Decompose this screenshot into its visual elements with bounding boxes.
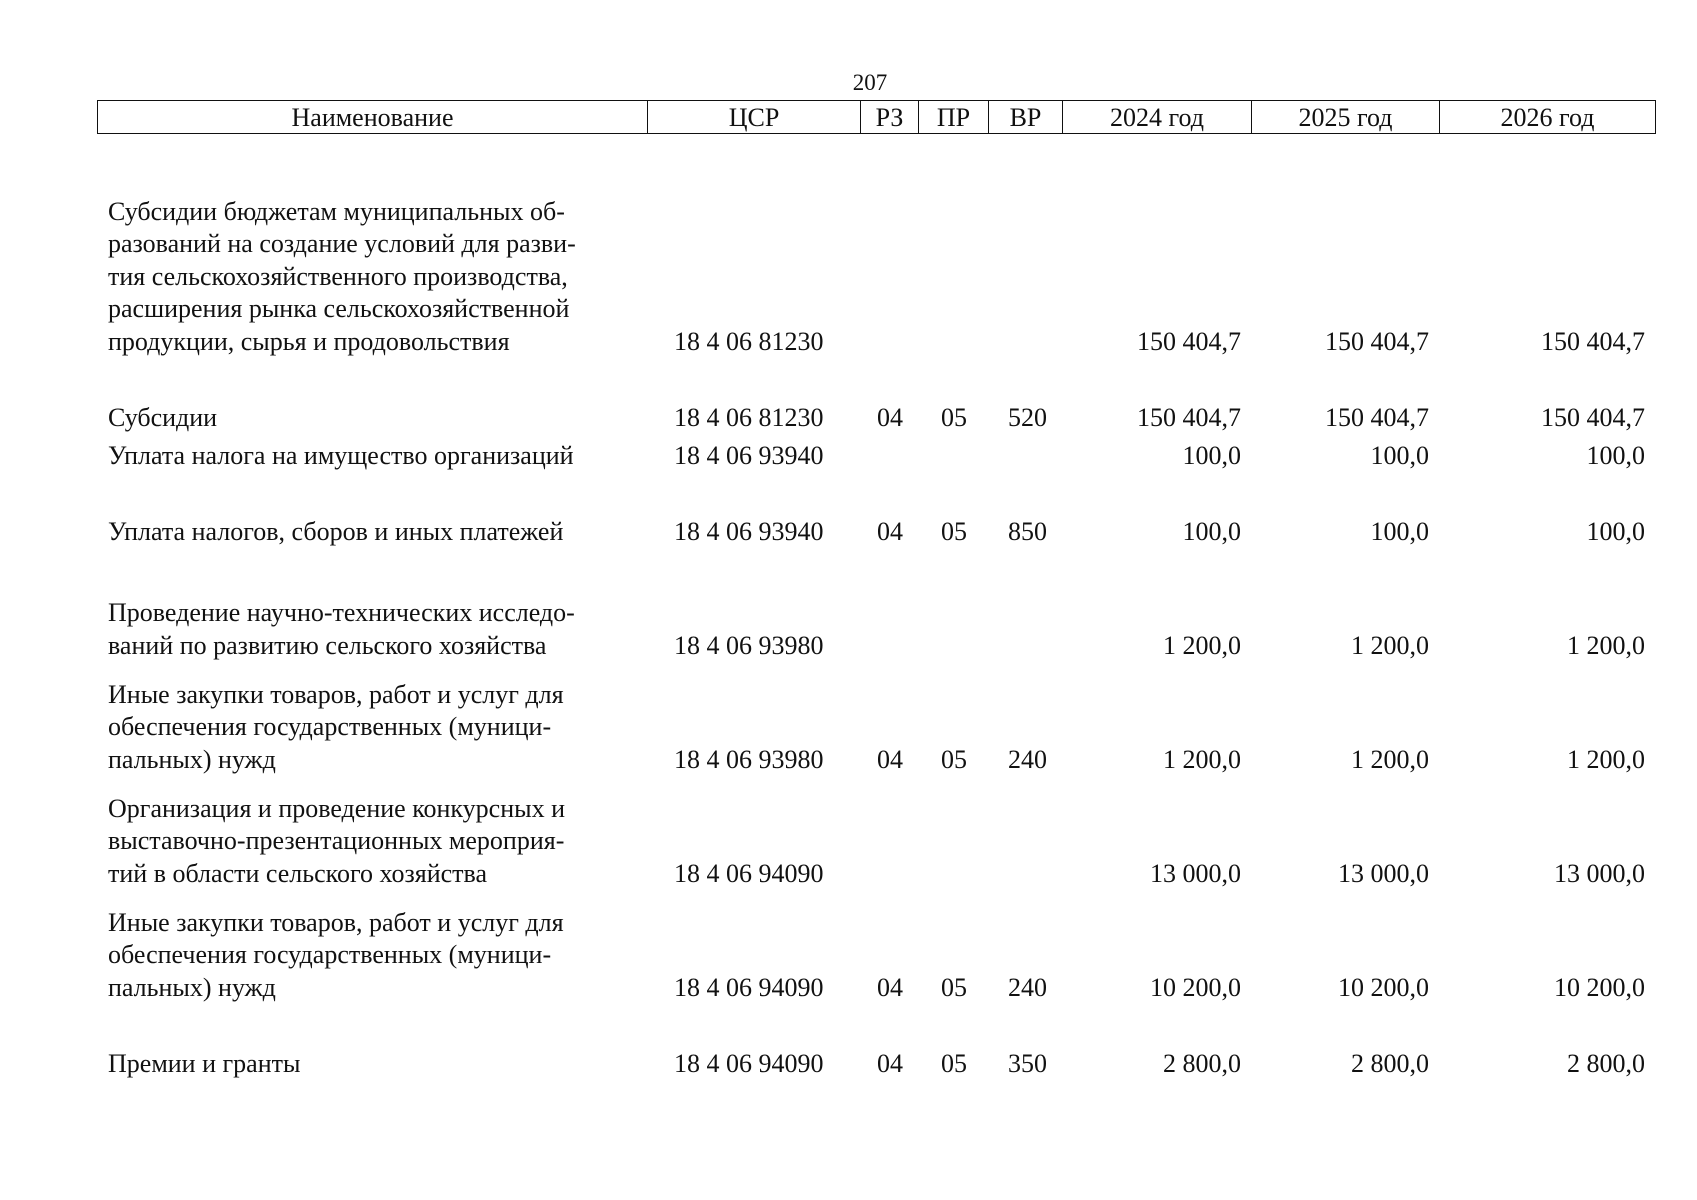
cell-pr: 05 (941, 744, 967, 774)
cell-rz: 04 (877, 516, 903, 546)
cell-2025: 13 000,0 (1338, 858, 1429, 888)
table-row (0, 440, 1697, 473)
page-number: 207 (852, 70, 888, 95)
table-row (0, 679, 1697, 777)
cell-vr: 350 (1008, 1048, 1047, 1078)
cell-2025: 150 404,7 (1325, 402, 1429, 432)
header-2024: 2024 год (1063, 101, 1252, 134)
cell-2026: 1 200,0 (1567, 630, 1645, 660)
cell-name-line: Премии и гранты (108, 1048, 301, 1078)
header-2025: 2025 год (1252, 101, 1440, 134)
cell-2026: 100,0 (1586, 516, 1645, 546)
header-rz: РЗ (861, 101, 919, 134)
cell-name-line: выставочно-презентационных мероприя- (108, 826, 565, 855)
cell-csr: 18 4 06 81230 (674, 326, 824, 356)
cell-vr: 240 (1008, 972, 1047, 1002)
cell-name-line: продукции, сырья и продовольствия (108, 326, 510, 356)
cell-2026: 150 404,7 (1541, 402, 1645, 432)
cell-rz: 04 (877, 1048, 903, 1078)
cell-2024: 1 200,0 (1163, 630, 1241, 660)
cell-rz: 04 (877, 972, 903, 1002)
table-row (0, 907, 1697, 1005)
cell-name (108, 1048, 648, 1081)
cell-name (108, 679, 648, 777)
cell-name (108, 440, 648, 473)
cell-vr: 240 (1008, 744, 1047, 774)
cell-2026: 1 200,0 (1567, 744, 1645, 774)
cell-pr: 05 (941, 402, 967, 432)
cell-name-line: обеспечения государственных (муници- (108, 940, 552, 969)
cell-2024: 2 800,0 (1163, 1048, 1241, 1078)
cell-pr: 05 (941, 516, 967, 546)
table-row (0, 1048, 1697, 1081)
cell-rz: 04 (877, 744, 903, 774)
cell-name-line: пальных) нужд (108, 744, 276, 774)
cell-2024: 150 404,7 (1137, 326, 1241, 356)
cell-2025: 1 200,0 (1351, 630, 1429, 660)
cell-name-line: Проведение научно-технических исследо- (108, 598, 575, 627)
cell-name-line: расширения рынка сельскохозяйственной (108, 294, 570, 323)
table-row (0, 793, 1697, 891)
cell-name-line: тий в области сельского хозяйства (108, 858, 488, 888)
cell-2026: 10 200,0 (1554, 972, 1645, 1002)
cell-name-line: Организация и проведение конкурсных и (108, 793, 566, 823)
cell-name (108, 793, 648, 891)
cell-csr: 18 4 06 81230 (674, 402, 824, 432)
header-csr: ЦСР (648, 101, 861, 134)
cell-2024: 100,0 (1182, 440, 1241, 470)
cell-rz: 04 (877, 402, 903, 432)
cell-csr: 18 4 06 94090 (674, 972, 824, 1002)
cell-name (108, 196, 648, 359)
cell-2025: 1 200,0 (1351, 744, 1429, 774)
cell-vr: 520 (1008, 402, 1047, 432)
header-pr: ПР (919, 101, 989, 134)
cell-2025: 10 200,0 (1338, 972, 1429, 1002)
cell-2025: 150 404,7 (1325, 326, 1429, 356)
cell-name (108, 907, 648, 1005)
cell-2026: 100,0 (1586, 440, 1645, 470)
cell-pr: 05 (941, 972, 967, 1002)
cell-2024: 150 404,7 (1137, 402, 1241, 432)
cell-2026: 2 800,0 (1567, 1048, 1645, 1078)
cell-csr: 18 4 06 93980 (674, 744, 824, 774)
cell-2024: 100,0 (1182, 516, 1241, 546)
table-row (0, 516, 1697, 549)
cell-vr: 850 (1008, 516, 1047, 546)
cell-name (108, 402, 648, 435)
cell-2024: 1 200,0 (1163, 744, 1241, 774)
cell-2026: 13 000,0 (1554, 858, 1645, 888)
cell-csr: 18 4 06 93940 (674, 516, 824, 546)
cell-name-line: Иные закупки товаров, работ и услуг для (108, 679, 564, 709)
cell-name-line: Уплата налогов, сборов и иных платежей (108, 516, 564, 546)
header-name: Наименование (98, 101, 648, 134)
cell-name-line: Субсидии бюджетам муниципальных об- (108, 196, 565, 226)
header-2026: 2026 год (1440, 101, 1656, 134)
table-header (97, 100, 1656, 134)
cell-name-line: обеспечения государственных (муници- (108, 712, 552, 741)
cell-2024: 13 000,0 (1150, 858, 1241, 888)
cell-2026: 150 404,7 (1541, 326, 1645, 356)
table-row (0, 597, 1697, 662)
cell-2025: 100,0 (1370, 516, 1429, 546)
cell-name-line: Субсидии (108, 402, 218, 432)
table-row (0, 402, 1697, 435)
cell-2024: 10 200,0 (1150, 972, 1241, 1002)
header-vr: ВР (989, 101, 1063, 134)
cell-csr: 18 4 06 93980 (674, 630, 824, 660)
cell-name (108, 597, 648, 662)
cell-name-line: пальных) нужд (108, 972, 276, 1002)
cell-csr: 18 4 06 94090 (674, 1048, 824, 1078)
cell-name-line: ваний по развитию сельского хозяйства (108, 630, 547, 660)
cell-name-line: разований на создание условий для разви- (108, 229, 576, 258)
cell-2025: 2 800,0 (1351, 1048, 1429, 1078)
cell-2025: 100,0 (1370, 440, 1429, 470)
cell-name (108, 516, 648, 549)
cell-name-line: Иные закупки товаров, работ и услуг для (108, 907, 564, 937)
cell-csr: 18 4 06 94090 (674, 858, 824, 888)
cell-name-line: Уплата налога на имущество организаций (108, 440, 574, 470)
cell-csr: 18 4 06 93940 (674, 440, 824, 470)
table-row (0, 196, 1697, 359)
cell-pr: 05 (941, 1048, 967, 1078)
cell-name-line: тия сельскохозяйственного производства, (108, 261, 568, 291)
